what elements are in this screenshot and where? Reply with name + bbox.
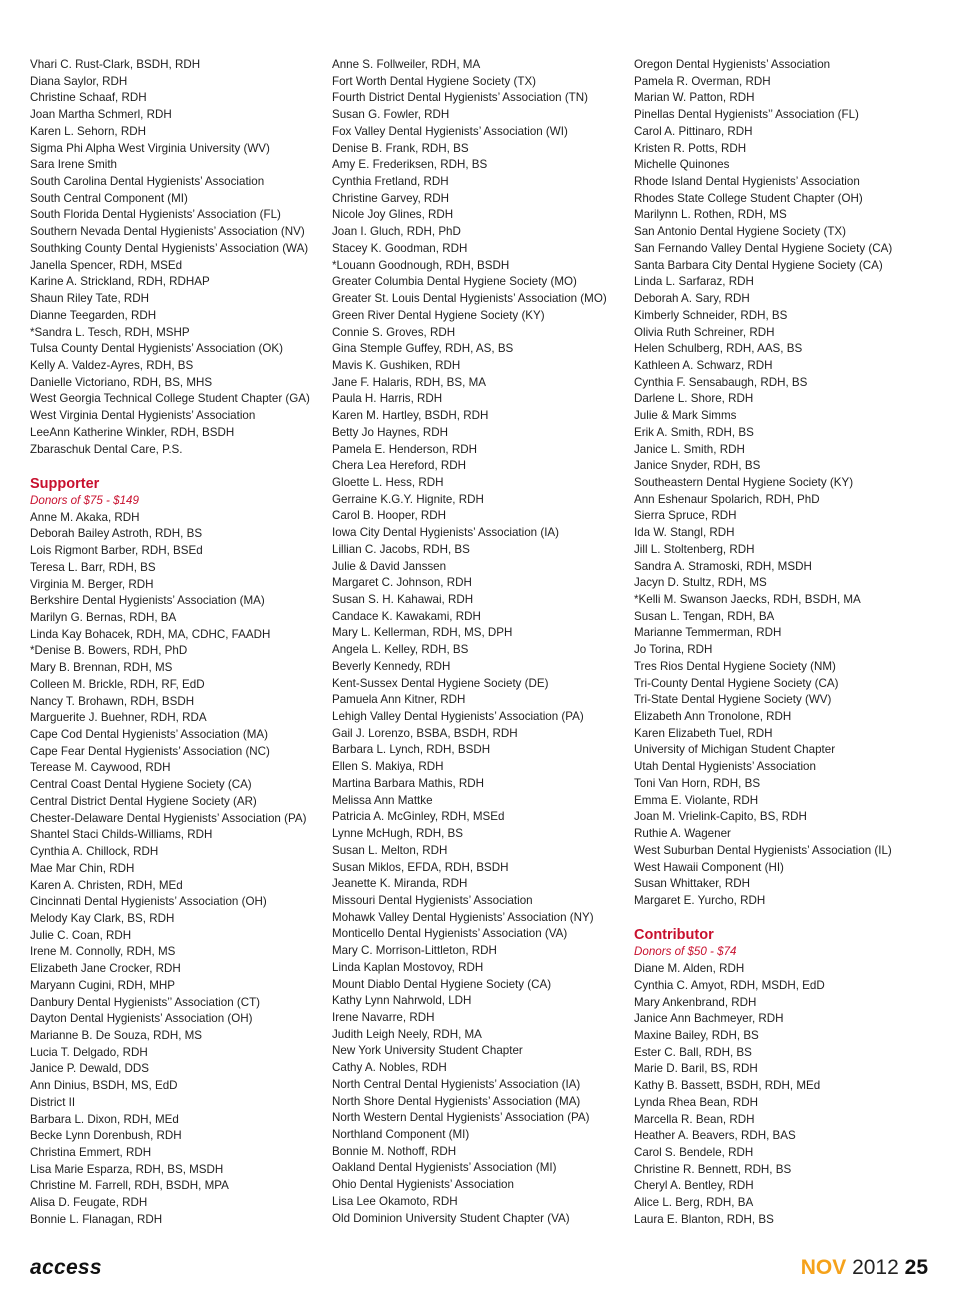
donor-name: Irene Navarre, RDH bbox=[332, 1010, 435, 1024]
donor-name: Jacyn D. Stultz, RDH, MS bbox=[634, 576, 767, 590]
donor-name: Kristen R. Potts, RDH bbox=[634, 141, 747, 155]
donor-name: Paula H. Harris, RDH bbox=[332, 392, 443, 406]
donor-name: Marianne B. De Souza, RDH, MS bbox=[30, 1028, 203, 1042]
donor-name: Lisa Lee Okamoto, RDH bbox=[332, 1194, 458, 1208]
donor-name: Southern Nevada Dental Hygienists’ Association (NV) bbox=[30, 225, 305, 239]
donor-name: Virginia M. Berger, RDH bbox=[30, 577, 154, 591]
donor-name: District II bbox=[30, 1095, 76, 1109]
section-title: Contributor bbox=[634, 927, 714, 944]
donor-name: Marilyn G. Bernas, RDH, BA bbox=[30, 611, 177, 624]
donor-name: Patricia A. McGinley, RDH, MSEd bbox=[332, 810, 505, 824]
donor-name: Emma E. Violante, RDH bbox=[634, 793, 759, 807]
donor-name: Janice P. Dewald, DDS bbox=[30, 1062, 149, 1076]
donor-name: Cape Cod Dental Hygienists’ Association (MA) bbox=[30, 728, 268, 742]
donor-name: Michelle Quinones bbox=[634, 158, 730, 172]
donor-name: Christine R. Bennett, RDH, BS bbox=[634, 1162, 792, 1176]
donor-name: Kent-Sussex Dental Hygiene Society (DE) bbox=[332, 676, 549, 690]
donor-name: Old Dominion University Student Chapter (VA) bbox=[332, 1211, 570, 1225]
donor-name: Teresa L. Barr, RDH, BS bbox=[30, 560, 156, 574]
donor-name: Lisa Marie Esparza, RDH, BS, MSDH bbox=[30, 1162, 224, 1176]
donor-name: Linda Kaplan Mostovoy, RDH bbox=[332, 960, 484, 974]
donor-name: University of Michigan Student Chapter bbox=[634, 743, 836, 757]
donor-name: Mavis K. Gushiken, RDH bbox=[332, 358, 461, 372]
donor-name: Ida W. Stangl, RDH bbox=[634, 526, 735, 540]
donor-name: *Sandra L. Tesch, RDH, MSHP bbox=[30, 325, 190, 339]
donor-name: Kimberly Schneider, RDH, BS bbox=[634, 308, 788, 322]
donor-name: Bonnie L. Flanagan, RDH bbox=[30, 1212, 163, 1226]
donor-name: North Central Dental Hygienists’ Association (IA) bbox=[332, 1077, 581, 1091]
donor-name: Lillian C. Jacobs, RDH, BS bbox=[332, 542, 470, 556]
donor-name: Tri-County Dental Hygiene Society (CA) bbox=[634, 676, 839, 690]
donor-name: Becke Lynn Dorenbush, RDH bbox=[30, 1129, 182, 1143]
donor-name: Northland Component (MI) bbox=[332, 1128, 470, 1141]
donor-name: Margaret E. Yurcho, RDH bbox=[634, 893, 766, 907]
section-subtitle: Donors of $50 - $74 bbox=[634, 945, 737, 959]
donor-name: Susan L. Tengan, RDH, BA bbox=[634, 609, 775, 623]
donor-name: Amy E. Frederiksen, RDH, BS bbox=[332, 158, 488, 172]
donor-name: Linda Kay Bohacek, RDH, MA, CDHC, FAADH bbox=[30, 627, 271, 641]
donor-name: Marilynn L. Rothen, RDH, MS bbox=[634, 208, 787, 222]
donor-name: South Florida Dental Hygienists’ Association (FL) bbox=[30, 208, 281, 222]
donor-name: Green River Dental Hygiene Society (KY) bbox=[332, 308, 545, 322]
donor-name: Utah Dental Hygienists’ Association bbox=[634, 760, 816, 774]
donor-name: Janella Spencer, RDH, MSEd bbox=[30, 258, 183, 272]
donor-name: Nicole Joy Glines, RDH bbox=[332, 208, 454, 222]
donor-name: Gloette L. Hess, RDH bbox=[332, 475, 444, 489]
donor-name: Carol A. Pittinaro, RDH bbox=[634, 124, 753, 138]
donor-name: San Antonio Dental Hygiene Society (TX) bbox=[634, 225, 847, 239]
donor-name: Sierra Spruce, RDH bbox=[634, 509, 737, 523]
donor-name: Southking County Dental Hygienists’ Association (WA) bbox=[30, 241, 309, 255]
donor-name: Greater Columbia Dental Hygiene Society (MO) bbox=[332, 275, 577, 289]
donor-column-1 bbox=[30, 57, 325, 1229]
donor-name: San Fernando Valley Dental Hygiene Society (CA) bbox=[634, 241, 893, 255]
donor-name: Fourth District Dental Hygienists’ Association (TN) bbox=[332, 91, 588, 105]
donor-name: Tres Rios Dental Hygiene Society (NM) bbox=[634, 659, 836, 673]
donor-name: Cynthia C. Amyot, RDH, MSDH, EdD bbox=[634, 978, 825, 992]
donor-name: Mae Mar Chin, RDH bbox=[30, 861, 135, 875]
donor-name: Linda L. Sarfaraz, RDH bbox=[634, 275, 754, 289]
donor-name: Chera Lea Hereford, RDH bbox=[332, 459, 467, 473]
donor-name: Susan S. H. Kahawai, RDH bbox=[332, 593, 474, 606]
donor-name: Kathy Lynn Nahrwold, LDH bbox=[332, 994, 472, 1008]
donor-name: Maryann Cugini, RDH, MHP bbox=[30, 978, 175, 992]
donor-name: Kelly A. Valdez-Ayres, RDH, BS bbox=[30, 358, 194, 372]
donor-name: Greater St. Louis Dental Hygienists’ Association (MO) bbox=[332, 292, 607, 306]
donor-name: Central District Dental Hygiene Society (AR) bbox=[30, 794, 257, 808]
donor-name: Rhode Island Dental Hygienists’ Association bbox=[634, 175, 860, 189]
donor-name: Karen Elizabeth Tuel, RDH bbox=[634, 726, 773, 740]
donor-name: Ann Eshenaur Spolarich, RDH, PhD bbox=[634, 492, 820, 506]
donor-name: Susan Whittaker, RDH bbox=[634, 877, 750, 891]
section-spacer bbox=[30, 458, 325, 475]
donor-name: *Denise B. Bowers, RDH, PhD bbox=[30, 644, 188, 658]
donor-name: Fort Worth Dental Hygiene Society (TX) bbox=[332, 74, 537, 88]
donor-name: Missouri Dental Hygienists’ Association bbox=[332, 893, 533, 907]
donor-name: Angela L. Kelley, RDH, BS bbox=[332, 643, 469, 657]
donor-name: Oakland Dental Hygienists’ Association (MI) bbox=[332, 1161, 557, 1175]
donor-name: Barbara L. Dixon, RDH, MEd bbox=[30, 1112, 179, 1126]
donor-name: West Suburban Dental Hygienists’ Association (IL) bbox=[634, 843, 892, 857]
donor-name: Mary C. Morrison-Littleton, RDH bbox=[332, 944, 497, 958]
donor-name: Mary Ankenbrand, RDH bbox=[634, 995, 757, 1009]
donor-name: Toni Van Horn, RDH, BS bbox=[634, 776, 761, 790]
donor-name: Dayton Dental Hygienists’ Association (OH) bbox=[30, 1012, 253, 1026]
donor-name: Julie C. Coan, RDH bbox=[30, 928, 132, 942]
donor-name: Karine A. Strickland, RDH, RDHAP bbox=[30, 275, 210, 289]
donor-name: Barbara L. Lynch, RDH, BSDH bbox=[332, 743, 491, 757]
donor-name: Carol B. Hooper, RDH bbox=[332, 509, 447, 523]
donor-name: Marian W. Patton, RDH bbox=[634, 91, 755, 105]
donor-name: Gerraine K.G.Y. Hignite, RDH bbox=[332, 492, 484, 506]
donor-name: *Kelli M. Swanson Jaecks, RDH, BSDH, MA bbox=[634, 593, 861, 606]
donor-name: *Louann Goodnough, RDH, BSDH bbox=[332, 258, 510, 272]
donor-name: Judith Leigh Neely, RDH, MA bbox=[332, 1027, 482, 1041]
donor-name: Ellen S. Makiya, RDH bbox=[332, 760, 444, 774]
donor-name: Kathleen A. Schwarz, RDH bbox=[634, 358, 773, 372]
donor-name: Ann Dinius, BSDH, MS, EdD bbox=[30, 1079, 178, 1093]
issue-year: 2012 bbox=[852, 1256, 899, 1279]
donor-name: Diane M. Alden, RDH bbox=[634, 962, 745, 976]
donor-name: Cincinnati Dental Hygienists’ Association (OH) bbox=[30, 895, 267, 909]
donor-name: Joan M. Vrielink-Capito, BS, RDH bbox=[634, 810, 807, 824]
donor-name: Terease M. Caywood, RDH bbox=[30, 761, 171, 775]
donor-name: Oregon Dental Hygienists’ Association bbox=[634, 58, 831, 71]
issue-month: NOV bbox=[800, 1256, 847, 1279]
donor-name: Karen A. Christen, RDH, MEd bbox=[30, 878, 183, 892]
donor-name: LeeAnn Katherine Winkler, RDH, BSDH bbox=[30, 425, 235, 439]
donor-name: Margaret C. Johnson, RDH bbox=[332, 576, 472, 590]
donor-name: Connie S. Groves, RDH bbox=[332, 325, 456, 339]
donor-name: Southeastern Dental Hygiene Society (KY) bbox=[634, 475, 854, 489]
donor-name: Susan Miklos, EFDA, RDH, BSDH bbox=[332, 860, 509, 874]
donor-name: Martina Barbara Mathis, RDH bbox=[332, 776, 485, 790]
donor-name: Deborah A. Sary, RDH bbox=[634, 292, 750, 306]
donor-name: Bonnie M. Nothoff, RDH bbox=[332, 1144, 457, 1158]
donor-name: Santa Barbara City Dental Hygiene Society (CA) bbox=[634, 258, 883, 272]
donor-name: Christine M. Farrell, RDH, BSDH, MPA bbox=[30, 1179, 229, 1193]
donor-name: Melody Kay Clark, BS, RDH bbox=[30, 911, 175, 925]
donor-name: Mount Diablo Dental Hygiene Society (CA) bbox=[332, 977, 552, 991]
donor-name: Colleen M. Brickle, RDH, RF, EdD bbox=[30, 677, 205, 691]
donor-name: Beverly Kennedy, RDH bbox=[332, 659, 451, 673]
donor-name: Ester C. Ball, RDH, BS bbox=[634, 1045, 752, 1059]
donor-name: Ohio Dental Hygienists’ Association bbox=[332, 1178, 514, 1192]
donor-name: Mohawk Valley Dental Hygienists’ Association (NY) bbox=[332, 910, 594, 924]
donor-name: Elizabeth Jane Crocker, RDH bbox=[30, 962, 181, 976]
donor-column-2 bbox=[332, 57, 627, 1227]
donor-name: Joan Martha Schmerl, RDH bbox=[30, 108, 172, 122]
donor-name: Kathy B. Bassett, BSDH, RDH, MEd bbox=[634, 1079, 821, 1093]
donor-name: Fox Valley Dental Hygienists’ Association (WI) bbox=[332, 124, 568, 138]
donor-name: Tri-State Dental Hygiene Society (WV) bbox=[634, 693, 832, 707]
donor-name: Susan L. Melton, RDH bbox=[332, 843, 448, 857]
section-title: Supporter bbox=[30, 475, 100, 492]
donor-name: Marie D. Baril, BS, RDH bbox=[634, 1062, 758, 1076]
donor-name: Shantel Staci Childs-Williams, RDH bbox=[30, 828, 213, 842]
donor-name: West Georgia Technical College Student Chapter (GA) bbox=[30, 392, 310, 406]
page-number: 25 bbox=[904, 1256, 928, 1279]
donor-name: Mary L. Kellerman, RDH, MS, DPH bbox=[332, 626, 513, 640]
donor-name: Cheryl A. Bentley, RDH bbox=[634, 1179, 754, 1193]
donor-name: Stacey K. Goodman, RDH bbox=[332, 241, 468, 255]
donor-name: Lucia T. Delgado, RDH bbox=[30, 1045, 148, 1059]
donor-name: Elizabeth Ann Tronolone, RDH bbox=[634, 710, 792, 724]
donor-name: Danielle Victoriano, RDH, BS, MHS bbox=[30, 375, 213, 389]
donor-name: Darlene L. Shore, RDH bbox=[634, 392, 754, 406]
donor-name: Lynda Rhea Bean, RDH bbox=[634, 1095, 758, 1109]
donor-name: Sigma Phi Alpha West Virginia University (WV) bbox=[30, 141, 270, 155]
donor-name: Zbaraschuk Dental Care, P.S. bbox=[30, 442, 183, 456]
donor-name: Chester-Delaware Dental Hygienists’ Association (PA) bbox=[30, 811, 307, 825]
donor-name: Shaun Riley Tate, RDH bbox=[30, 292, 149, 306]
donor-name: Nancy T. Brohawn, RDH, BSDH bbox=[30, 694, 195, 708]
donor-name: Jill L. Stoltenberg, RDH bbox=[634, 542, 755, 556]
donor-name: Melissa Ann Mattke bbox=[332, 793, 433, 807]
donor-name: Pamela E. Henderson, RDH bbox=[332, 442, 477, 456]
donor-name: Denise B. Frank, RDH, BS bbox=[332, 141, 469, 155]
donor-name: Pamela R. Overman, RDH bbox=[634, 74, 771, 88]
donor-name: Karen L. Sehorn, RDH bbox=[30, 124, 146, 138]
donor-name: Jane F. Halaris, RDH, BS, MA bbox=[332, 375, 486, 389]
donor-name: Sara Irene Smith bbox=[30, 158, 117, 172]
donor-name: Danbury Dental Hygienists’’ Association (CT) bbox=[30, 995, 261, 1009]
donor-name: Jo Torina, RDH bbox=[634, 643, 713, 657]
donor-name: Monticello Dental Hygienists’ Association (VA) bbox=[332, 927, 568, 941]
donor-name: Marianne Temmerman, RDH bbox=[634, 626, 782, 640]
donor-name: Helen Schulberg, RDH, AAS, BS bbox=[634, 342, 803, 356]
donor-name: Christine Schaaf, RDH bbox=[30, 91, 147, 105]
donor-name: Dianne Teegarden, RDH bbox=[30, 308, 157, 322]
donor-name: Cape Fear Dental Hygienists’ Association (NC) bbox=[30, 744, 270, 758]
donor-name: Laura E. Blanton, RDH, BS bbox=[634, 1212, 774, 1226]
donor-name: Carol S. Bendele, RDH bbox=[634, 1146, 754, 1159]
donor-name: North Western Dental Hygienists’ Association (PA) bbox=[332, 1111, 590, 1125]
donor-name: Heather A. Beavers, RDH, BAS bbox=[634, 1129, 796, 1143]
donor-name: South Carolina Dental Hygienists’ Association bbox=[30, 175, 265, 189]
donor-name: Christina Emmert, RDH bbox=[30, 1146, 152, 1159]
donor-name: Betty Jo Haynes, RDH bbox=[332, 425, 448, 439]
donor-name: Irene M. Connolly, RDH, MS bbox=[30, 945, 176, 959]
donor-name: Janice L. Smith, RDH bbox=[634, 442, 745, 456]
donor-name: Alice L. Berg, RDH, BA bbox=[634, 1196, 754, 1210]
donor-name: Cynthia A. Chillock, RDH bbox=[30, 845, 159, 859]
donor-name: Diana Saylor, RDH bbox=[30, 74, 128, 88]
donor-name: Mary B. Brennan, RDH, MS bbox=[30, 661, 173, 675]
donor-name: Marcella R. Bean, RDH bbox=[634, 1112, 755, 1126]
donor-name: Cathy A. Nobles, RDH bbox=[332, 1061, 447, 1075]
donor-name: Maxine Bailey, RDH, BS bbox=[634, 1028, 759, 1042]
donor-name: Julie & Mark Simms bbox=[634, 409, 737, 423]
donor-name: Alisa D. Feugate, RDH bbox=[30, 1196, 148, 1210]
donor-name: Berkshire Dental Hygienists’ Association (MA) bbox=[30, 594, 265, 608]
donor-column-3 bbox=[634, 57, 944, 1229]
donor-name: Janice Snyder, RDH, BS bbox=[634, 459, 761, 473]
donor-name: Cynthia Fretland, RDH bbox=[332, 175, 449, 189]
donor-name: Anne S. Follweiler, RDH, MA bbox=[332, 58, 481, 71]
donor-name: Rhodes State College Student Chapter (OH) bbox=[634, 191, 863, 205]
donor-name: Iowa City Dental Hygienists’ Association (IA) bbox=[332, 526, 560, 540]
donor-name: New York University Student Chapter bbox=[332, 1044, 523, 1058]
donor-name: Lynne McHugh, RDH, BS bbox=[332, 827, 464, 841]
donor-name: Central Coast Dental Hygiene Society (CA) bbox=[30, 778, 252, 792]
donor-name: Jeanette K. Miranda, RDH bbox=[332, 877, 468, 891]
donor-name: Tulsa County Dental Hygienists’ Association (OK) bbox=[30, 342, 284, 356]
donor-name: Olivia Ruth Schreiner, RDH bbox=[634, 325, 775, 339]
donor-name: Julie & David Janssen bbox=[332, 559, 447, 573]
donor-name: Vhari C. Rust-Clark, BSDH, RDH bbox=[30, 58, 201, 71]
donor-name: Susan G. Fowler, RDH bbox=[332, 108, 450, 122]
donor-name: Gail J. Lorenzo, BSBA, BSDH, RDH bbox=[332, 726, 518, 740]
donor-name: Pinellas Dental Hygienists’’ Association (FL) bbox=[634, 108, 859, 122]
section-spacer bbox=[634, 910, 944, 927]
donor-name: Joan I. Gluch, RDH, PhD bbox=[332, 225, 461, 239]
donor-name: North Shore Dental Hygienists’ Association (MA) bbox=[332, 1094, 581, 1108]
donor-name: Marguerite J. Buehner, RDH, RDA bbox=[30, 711, 207, 725]
donor-name: Lehigh Valley Dental Hygienists’ Association (PA) bbox=[332, 710, 584, 724]
donor-name: West Virginia Dental Hygienists’ Association bbox=[30, 409, 256, 423]
donor-name: Gina Stemple Guffey, RDH, AS, BS bbox=[332, 342, 514, 356]
donor-name: Ruthie A. Wagener bbox=[634, 827, 731, 841]
donor-name: Deborah Bailey Astroth, RDH, BS bbox=[30, 527, 203, 541]
donor-name: West Hawaii Component (HI) bbox=[634, 860, 784, 874]
magazine-brand: access bbox=[30, 1256, 102, 1279]
donor-name: Lois Rigmont Barber, RDH, BSEd bbox=[30, 544, 203, 558]
donor-name: Candace K. Kawakami, RDH bbox=[332, 609, 481, 623]
donor-name: South Central Component (MI) bbox=[30, 191, 188, 205]
section-subtitle: Donors of $75 - $149 bbox=[30, 493, 139, 507]
donor-name: Cynthia F. Sensabaugh, RDH, BS bbox=[634, 375, 808, 389]
donor-name: Janice Ann Bachmeyer, RDH bbox=[634, 1012, 784, 1026]
issue-info bbox=[801, 1256, 928, 1280]
donor-name: Karen M. Hartley, BSDH, RDH bbox=[332, 409, 489, 423]
donor-name: Christine Garvey, RDH bbox=[332, 191, 450, 205]
donor-name: Sandra A. Stramoski, RDH, MSDH bbox=[634, 559, 812, 573]
donor-name: Erik A. Smith, RDH, BS bbox=[634, 425, 754, 439]
donor-name: Pamuela Ann Kitner, RDH bbox=[332, 693, 466, 707]
donor-name: Anne M. Akaka, RDH bbox=[30, 510, 140, 524]
